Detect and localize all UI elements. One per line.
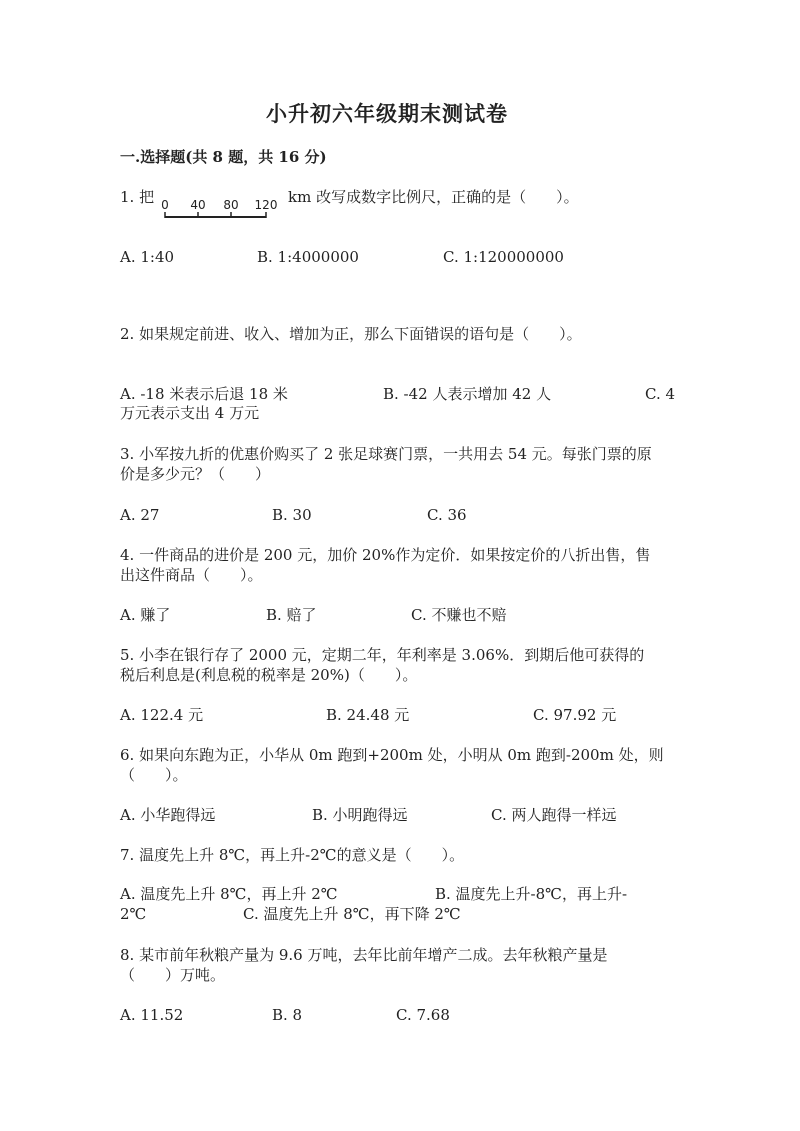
option-b: B. 赔了	[266, 606, 317, 624]
option-a: A. 122.4 元	[120, 706, 204, 724]
question-5-line-1: 5. 小李在银行存了 2000 元，定期二年，年利率是 3.06%．到期后他可获得的	[120, 646, 645, 664]
question-8-line-2: （ ）万吨。	[120, 966, 226, 984]
exam-title: 小升初六年级期末测试卷	[266, 101, 508, 126]
option-b: B. 8	[272, 1006, 303, 1024]
question-6-line-2: （ ）。	[120, 766, 188, 784]
option-a: A. 小华跑得远	[120, 806, 216, 824]
question-6-line-1: 6. 如果向东跑为正，小华从 0m 跑到+200m 处，小明从 0m 跑到-200m 处，则	[120, 746, 664, 764]
option-c: C. 不赚也不赔	[411, 606, 507, 624]
option-c: C. 两人跑得一样远	[491, 806, 617, 824]
option-c: C. 4	[645, 385, 676, 403]
section-heading: 一.选择题(共 8 题，共 16 分)	[120, 148, 327, 166]
question-3-line-1: 3. 小军按九折的优惠价购买了 2 张足球赛门票，一共用去 54 元。每张门票的原	[120, 445, 652, 463]
option-b-continued: 2℃	[120, 905, 147, 923]
option-b: B. 温度先上升-8℃，再上升-	[435, 885, 628, 903]
option-b: B. -42 人表示增加 42 人	[383, 385, 552, 403]
option-b: B. 24.48 元	[326, 706, 410, 724]
option-b: B. 小明跑得远	[312, 806, 408, 824]
option-a: A. 1:40	[120, 248, 175, 266]
question-7-text: 7. 温度先上升 8℃，再上升-2℃的意义是（ ）。	[120, 846, 465, 864]
question-4-line-1: 4. 一件商品的进价是 200 元，加价 20%作为定价．如果按定价的八折出售，售	[120, 546, 651, 564]
scale-tick-label: 120	[254, 198, 278, 212]
option-a: A. 温度先上升 8℃，再上升 2℃	[120, 885, 338, 903]
question-4-line-2: 出这件商品（ ）。	[120, 566, 263, 584]
option-b: B. 1:4000000	[257, 248, 359, 266]
scale-tick-label: 80	[223, 198, 239, 212]
option-a: A. -18 米表示后退 18 米	[120, 385, 288, 403]
question-5-line-2: 税后利息是(利息税的税率是 20%)（ ）。	[120, 666, 418, 684]
option-c: C. 1:120000000	[443, 248, 564, 266]
option-c: C. 36	[427, 506, 467, 524]
line-scale-icon	[158, 190, 286, 222]
question-1-text: km 改写成数字比例尺，正确的是（ ）。	[288, 188, 579, 206]
question-3-line-2: 价是多少元？（ ）	[120, 465, 271, 483]
option-c: C. 温度先上升 8℃，再下降 2℃	[243, 905, 461, 923]
option-c: C. 7.68	[396, 1006, 450, 1024]
option-a: A. 27	[120, 506, 160, 524]
option-b: B. 30	[272, 506, 312, 524]
question-1-prefix: 1. 把	[120, 188, 155, 206]
scale-tick-label: 40	[190, 198, 206, 212]
scale-tick-label: 0	[161, 198, 169, 212]
option-c: C. 97.92 元	[533, 706, 617, 724]
option-a: A. 赚了	[120, 606, 171, 624]
question-8-line-1: 8. 某市前年秋粮产量为 9.6 万吨，去年比前年增产二成。去年秋粮产量是	[120, 946, 608, 964]
question-2-text: 2. 如果规定前进、收入、增加为正，那么下面错误的语句是（ ）。	[120, 325, 582, 343]
option-c-continued: 万元表示支出 4 万元	[120, 404, 260, 422]
option-a: A. 11.52	[120, 1006, 184, 1024]
